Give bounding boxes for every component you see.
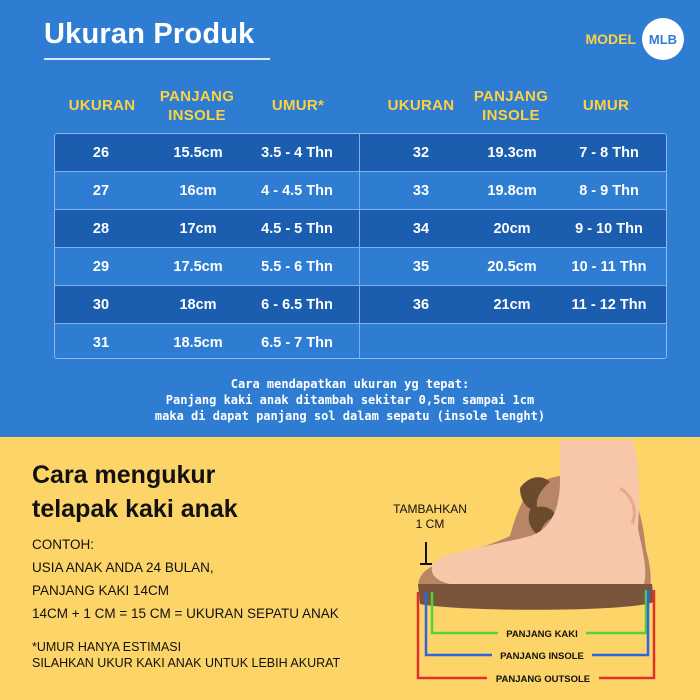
insole-length-label: PANJANG INSOLE [500, 651, 584, 662]
guide-title-line: Cara mengukur [32, 461, 216, 489]
insole-cell: 20.5cm [487, 259, 537, 275]
example-line: USIA ANAK ANDA 24 BULAN, [32, 560, 214, 575]
guide-title-line: telapak kaki anak [32, 495, 238, 523]
row-divider [55, 323, 667, 324]
disclaimer-line: SILAHKAN UKUR KAKI ANAK UNTUK LEBIH AKURAT [32, 656, 341, 670]
page-title: Ukuran Produk [44, 18, 255, 50]
sole-icon [418, 584, 654, 610]
add-one-cm-label [382, 502, 478, 532]
insole-cell: 21cm [493, 297, 531, 313]
size-cell: 31 [92, 335, 110, 351]
size-cell: 36 [412, 297, 430, 313]
disclaimer-line: *UMUR HANYA ESTIMASI [32, 640, 182, 654]
header-insole-right: PANJANG INSOLE [473, 88, 549, 124]
insole-cell: 16cm [179, 183, 217, 199]
age-cell: 9 - 10 Thn [575, 221, 643, 237]
age-cell [559, 324, 659, 359]
insole-cell: 20cm [493, 221, 531, 237]
insole-cell: 18.5cm [173, 335, 223, 351]
insole-cell: 19.8cm [487, 183, 537, 199]
age-cell: 10 - 11 Thn [571, 259, 647, 275]
age-cell: 4 - 4.5 Thn [261, 183, 333, 199]
example-label: CONTOH: [32, 537, 95, 552]
model-label: MODEL [585, 31, 636, 47]
outsole-length-label: PANJANG OUTSOLE [495, 674, 591, 685]
sizing-note [0, 376, 700, 424]
example-line: PANJANG KAKI 14CM [32, 583, 170, 598]
size-cell: 26 [92, 145, 110, 161]
age-cell: 11 - 12 Thn [571, 297, 647, 313]
insole-cell: 19.3cm [487, 145, 537, 161]
header-ukuran-left: UKURAN [68, 97, 136, 114]
table-row [55, 324, 667, 359]
header-umur-left: UMUR* [271, 97, 325, 114]
row-divider [55, 171, 667, 172]
table-row [55, 172, 667, 210]
table-row [55, 210, 667, 248]
size-cell: 32 [412, 145, 430, 161]
age-cell: 6 - 6.5 Thn [261, 297, 333, 313]
age-cell: 7 - 8 Thn [579, 145, 639, 161]
age-cell: 6.5 - 7 Thn [261, 335, 333, 351]
insole-cell [463, 324, 561, 359]
example-line: 14CM + 1 CM = 15 CM = UKURAN SEPATU ANAK [32, 606, 339, 621]
model-badge: MLB [642, 18, 684, 60]
foot-shoe-illustration [370, 440, 670, 698]
row-divider [55, 247, 667, 248]
table-row [55, 248, 667, 286]
age-cell: 3.5 - 4 Thn [261, 145, 333, 161]
size-cell: 27 [92, 183, 110, 199]
model-tag [585, 18, 684, 60]
insole-cell: 17cm [179, 221, 217, 237]
age-cell: 8 - 9 Thn [579, 183, 639, 199]
sizing-note-line: maka di dapat panjang sol dalam sepatu (insole lenght) [154, 409, 546, 423]
table-row [55, 134, 667, 172]
age-cell: 5.5 - 6 Thn [261, 259, 333, 275]
size-cell: 30 [92, 297, 110, 313]
guide-title [32, 458, 238, 526]
header-umur-right: UMUR [582, 97, 630, 114]
size-cell: 33 [412, 183, 430, 199]
age-cell: 4.5 - 5 Thn [261, 221, 333, 237]
column-divider [359, 134, 360, 359]
size-cell [377, 324, 465, 359]
size-cell: 28 [92, 221, 110, 237]
sizing-note-line: Panjang kaki anak ditambah sekitar 0,5cm sampai 1cm [165, 393, 535, 407]
table-row [55, 286, 667, 324]
insole-cell: 18cm [179, 297, 217, 313]
row-divider [55, 285, 667, 286]
sizing-note-line: Cara mendapatkan ukuran yg tepat: [230, 377, 470, 391]
foot-length-label: PANJANG KAKI [506, 629, 578, 640]
size-cell: 34 [412, 221, 430, 237]
title-underline [44, 58, 270, 60]
header-insole-left: PANJANG INSOLE [159, 88, 235, 124]
insole-cell: 15.5cm [173, 145, 223, 161]
row-divider [55, 209, 667, 210]
size-table [54, 133, 667, 359]
size-cell: 35 [412, 259, 430, 275]
insole-cell: 17.5cm [173, 259, 223, 275]
size-cell: 29 [92, 259, 110, 275]
add-one-cm-line: TAMBAHKAN [393, 502, 467, 516]
add-one-cm-line: 1 CM [415, 517, 445, 531]
header-ukuran-right: UKURAN [387, 97, 455, 114]
